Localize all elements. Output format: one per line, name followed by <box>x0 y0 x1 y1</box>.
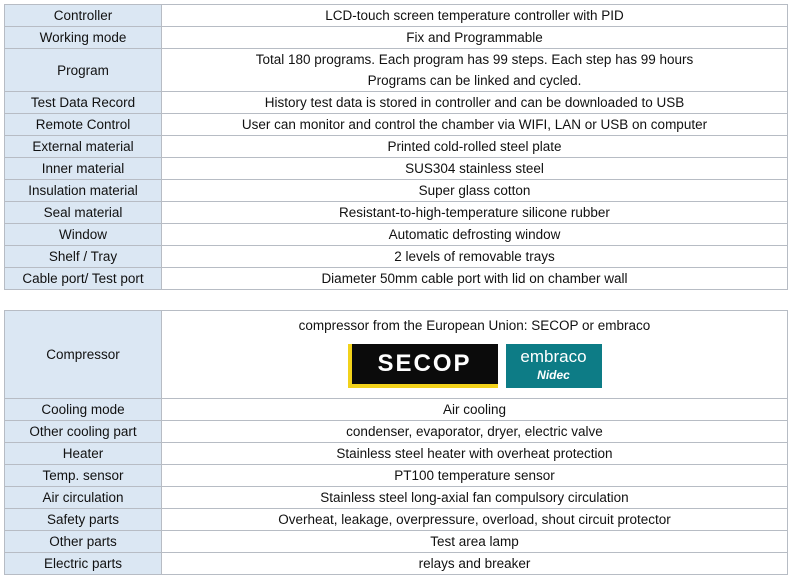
nidec-wordmark: Nidec <box>537 368 570 382</box>
row-label: Remote Control <box>5 114 162 136</box>
row-value: Air cooling <box>162 399 788 421</box>
table-row <box>5 399 788 421</box>
row-label: Controller <box>5 5 162 27</box>
row-label: Seal material <box>5 202 162 224</box>
row-value: Overheat, leakage, overpressure, overload, shout circuit protector <box>162 509 788 531</box>
row-value: Stainless steel long-axial fan compulsory circulation <box>162 487 788 509</box>
table-row <box>5 531 788 553</box>
row-label: Temp. sensor <box>5 465 162 487</box>
row-value: Automatic defrosting window <box>162 224 788 246</box>
compressor-logos <box>166 344 783 388</box>
table-row <box>5 465 788 487</box>
secop-logo: SECOP <box>348 344 498 388</box>
row-label: Insulation material <box>5 180 162 202</box>
row-value: Test area lamp <box>162 531 788 553</box>
table-row <box>5 553 788 575</box>
row-label: External material <box>5 136 162 158</box>
row-value: User can monitor and control the chamber via WIFI, LAN or USB on computer <box>162 114 788 136</box>
row-value: Resistant-to-high-temperature silicone rubber <box>162 202 788 224</box>
row-value: PT100 temperature sensor <box>162 465 788 487</box>
row-label: Working mode <box>5 27 162 49</box>
row-label: Electric parts <box>5 553 162 575</box>
row-label: Safety parts <box>5 509 162 531</box>
compressor-cell <box>162 311 788 399</box>
row-value: relays and breaker <box>162 553 788 575</box>
row-label: Shelf / Tray <box>5 246 162 268</box>
program-line-1: Total 180 programs. Each program has 99 steps. Each step has 99 hours <box>255 52 694 67</box>
row-value: SUS304 stainless steel <box>162 158 788 180</box>
table-row <box>5 311 788 399</box>
table-row <box>5 509 788 531</box>
table-row <box>5 92 788 114</box>
program-line-2: Programs can be linked and cycled. <box>367 73 582 88</box>
table-row <box>5 114 788 136</box>
table-row <box>5 268 788 290</box>
row-label: Heater <box>5 443 162 465</box>
row-value: Stainless steel heater with overheat protection <box>162 443 788 465</box>
table-row <box>5 246 788 268</box>
embraco-logo <box>506 344 602 388</box>
row-value: Fix and Programmable <box>162 27 788 49</box>
compressor-text: compressor from the European Union: SECOP or embraco <box>298 318 651 333</box>
table-row <box>5 27 788 49</box>
row-label: Test Data Record <box>5 92 162 114</box>
table-row <box>5 487 788 509</box>
table-row <box>5 202 788 224</box>
table-row <box>5 49 788 92</box>
table-row <box>5 421 788 443</box>
table-row <box>5 5 788 27</box>
row-label: Window <box>5 224 162 246</box>
row-value <box>162 49 788 92</box>
row-label: Compressor <box>5 311 162 399</box>
table-row <box>5 136 788 158</box>
spec-table-general <box>4 4 788 290</box>
row-value: Diameter 50mm cable port with lid on chamber wall <box>162 268 788 290</box>
row-label: Air circulation <box>5 487 162 509</box>
table-row <box>5 224 788 246</box>
row-value: History test data is stored in controller and can be downloaded to USB <box>162 92 788 114</box>
row-value: condenser, evaporator, dryer, electric valve <box>162 421 788 443</box>
row-value: Printed cold-rolled steel plate <box>162 136 788 158</box>
table-row <box>5 158 788 180</box>
row-label: Other cooling part <box>5 421 162 443</box>
embraco-wordmark: embraco <box>520 347 587 366</box>
row-label: Other parts <box>5 531 162 553</box>
row-label: Inner material <box>5 158 162 180</box>
row-label: Cable port/ Test port <box>5 268 162 290</box>
table-row <box>5 180 788 202</box>
row-value: LCD-touch screen temperature controller with PID <box>162 5 788 27</box>
row-value: 2 levels of removable trays <box>162 246 788 268</box>
spec-table-cooling <box>4 310 788 575</box>
table-row <box>5 443 788 465</box>
row-label: Cooling mode <box>5 399 162 421</box>
row-value: Super glass cotton <box>162 180 788 202</box>
row-label: Program <box>5 49 162 92</box>
